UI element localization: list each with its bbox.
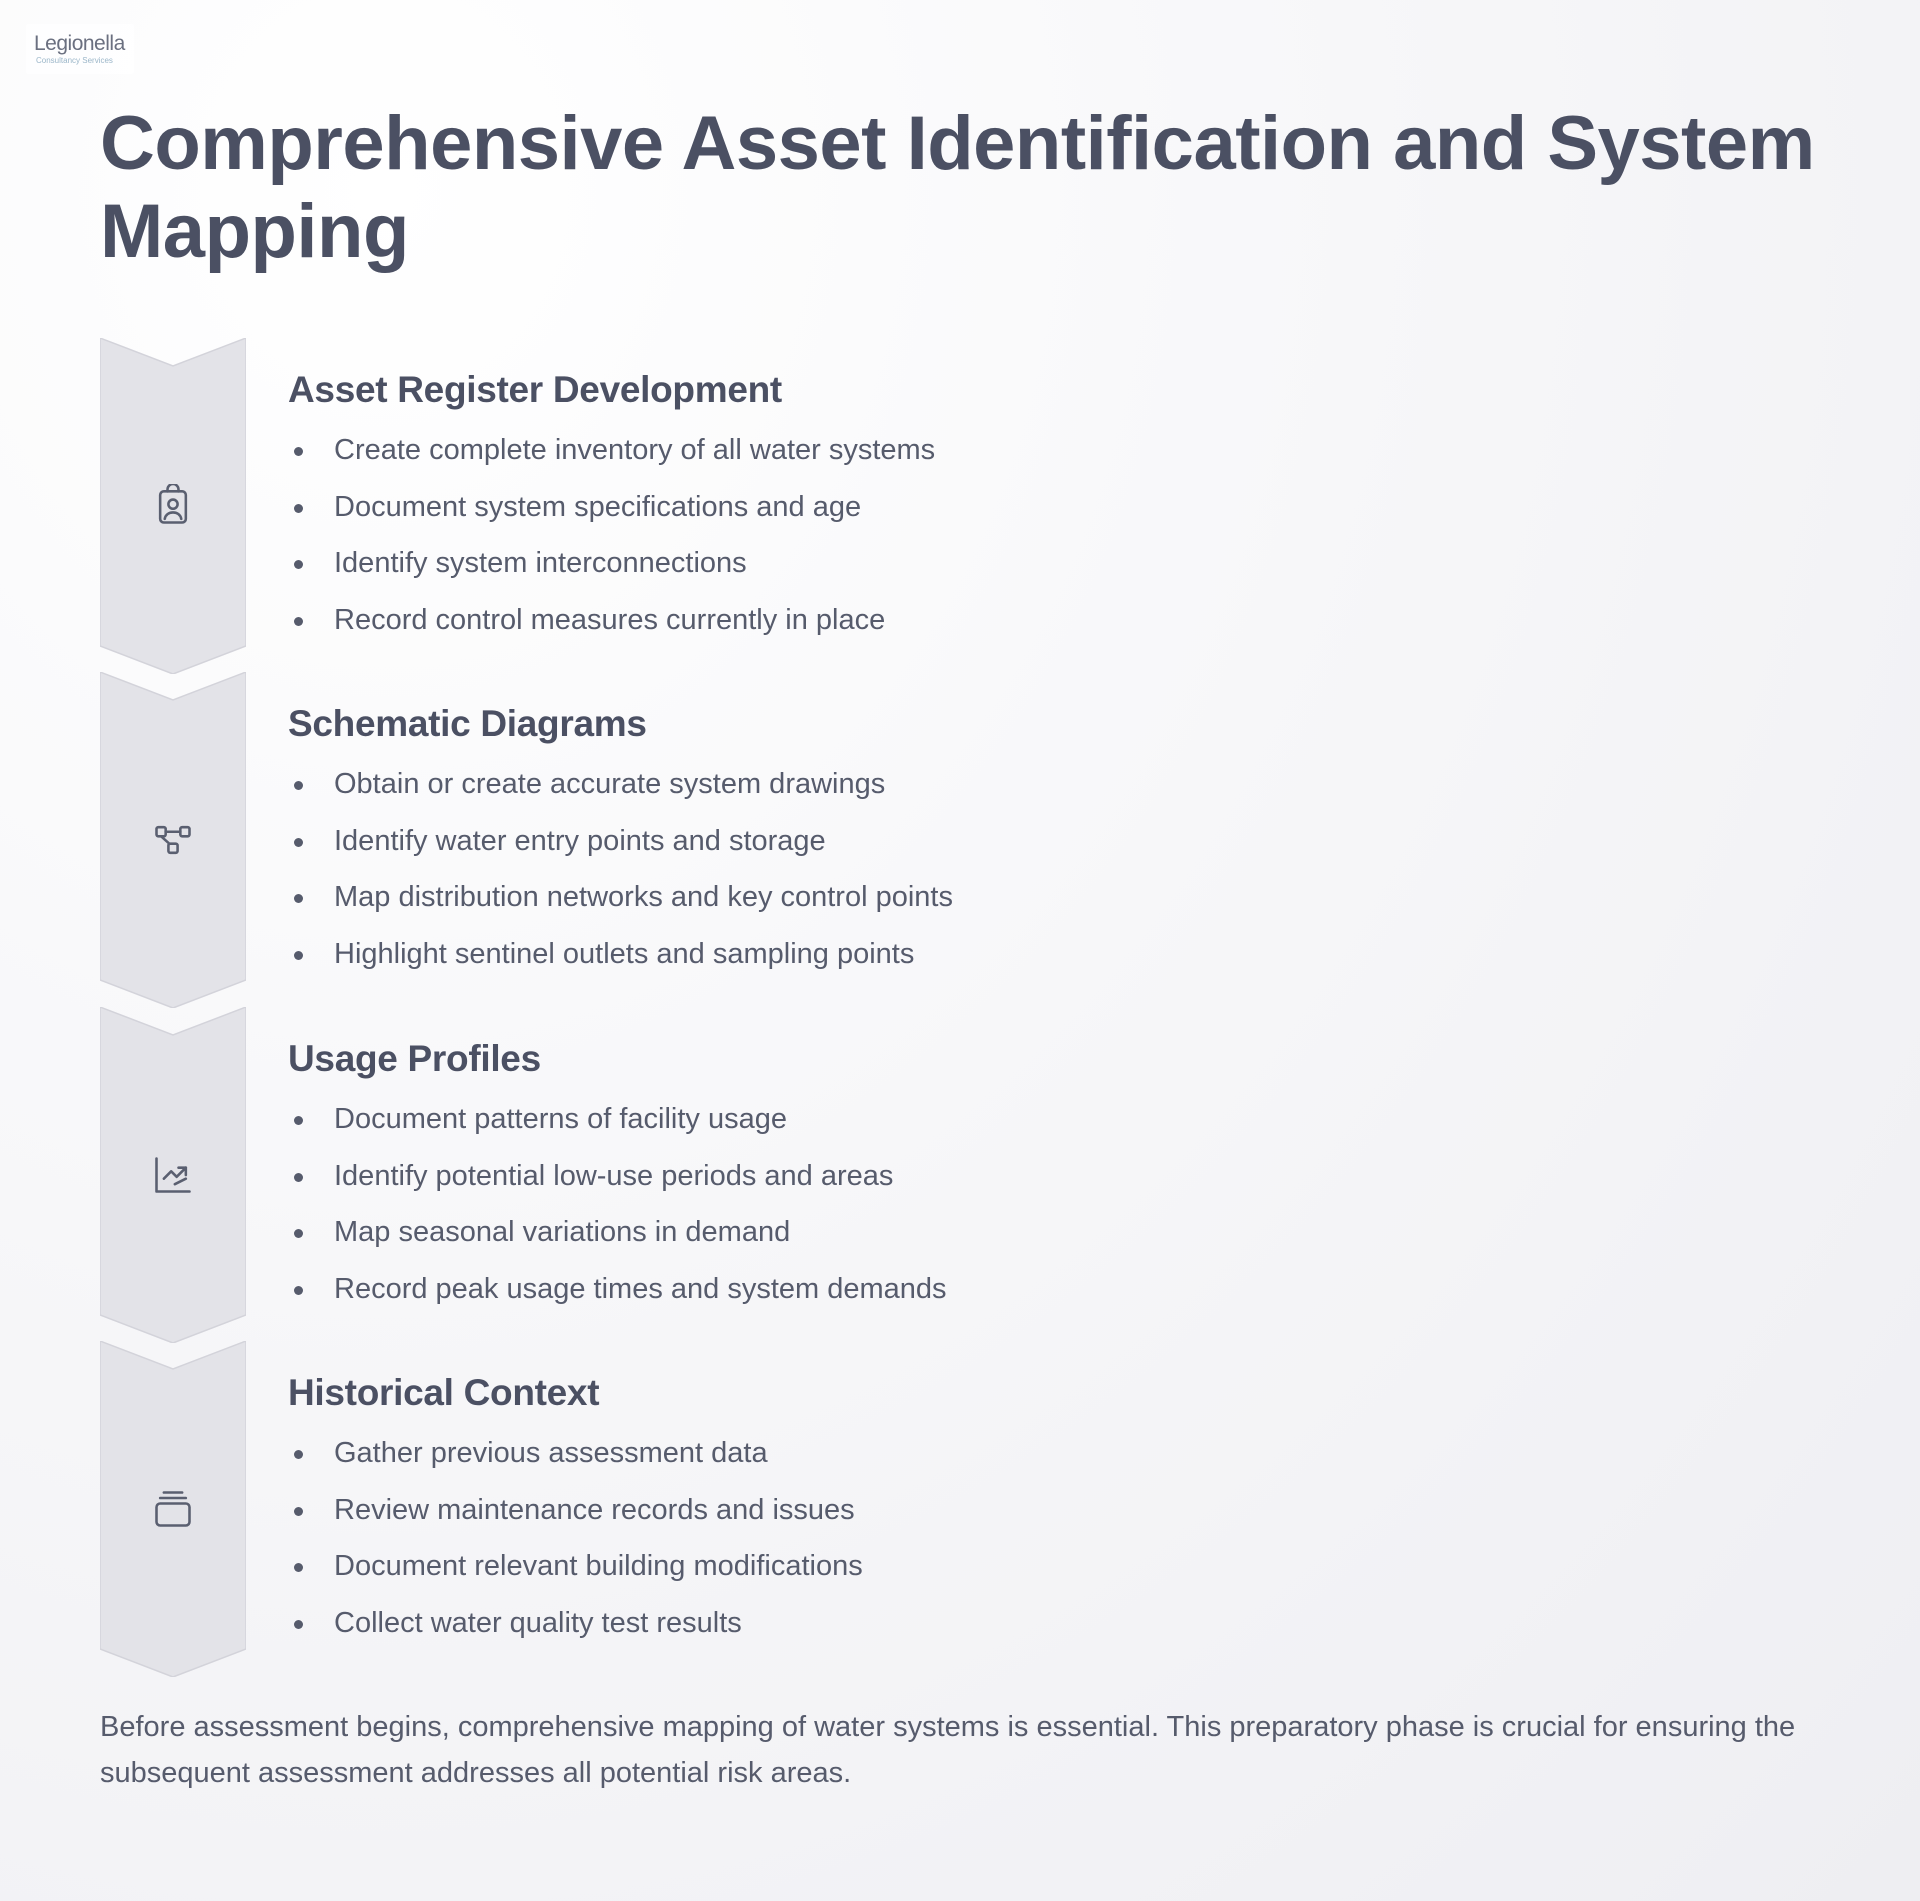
list-item: Gather previous assessment data	[288, 1425, 1788, 1482]
step-chevron	[100, 672, 246, 1008]
step-historical-context	[100, 1341, 1820, 1677]
step-usage-profiles	[100, 1007, 1820, 1343]
logo-wordmark: Legionella	[34, 32, 125, 55]
step-content	[288, 1037, 1788, 1317]
step-asset-register	[100, 338, 1820, 674]
network-diagram-icon	[151, 818, 195, 862]
list-item: Record peak usage times and system demands	[288, 1261, 1788, 1318]
logo-tagline: Consultancy Services	[36, 56, 113, 65]
list-item: Document relevant building modifications	[288, 1538, 1788, 1595]
list-item: Review maintenance records and issues	[288, 1482, 1788, 1539]
step-heading: Asset Register Development	[288, 369, 782, 410]
archive-stack-icon	[151, 1487, 195, 1531]
step-heading: Historical Context	[288, 1372, 600, 1413]
list-item: Map distribution networks and key control points	[288, 869, 1788, 926]
step-chevron	[100, 338, 246, 674]
step-heading: Usage Profiles	[288, 1038, 541, 1079]
company-logo	[26, 24, 134, 74]
chart-trend-icon	[151, 1153, 195, 1197]
step-chevron	[100, 1007, 246, 1343]
step-bullet-list	[288, 1425, 1788, 1651]
step-chevron	[100, 1341, 246, 1677]
step-heading: Schematic Diagrams	[288, 703, 647, 744]
step-bullet-list	[288, 756, 1788, 982]
list-item: Highlight sentinel outlets and sampling points	[288, 926, 1788, 983]
list-item: Obtain or create accurate system drawings	[288, 756, 1788, 813]
list-item: Record control measures currently in place	[288, 592, 1788, 649]
list-item: Collect water quality test results	[288, 1595, 1788, 1652]
list-item: Identify potential low-use periods and areas	[288, 1148, 1788, 1205]
list-item: Document patterns of facility usage	[288, 1091, 1788, 1148]
list-item: Create complete inventory of all water systems	[288, 422, 1788, 479]
step-bullet-list	[288, 1091, 1788, 1317]
step-content	[288, 1371, 1788, 1651]
step-bullet-list	[288, 422, 1788, 648]
list-item: Document system specifications and age	[288, 479, 1788, 536]
list-item: Map seasonal variations in demand	[288, 1204, 1788, 1261]
page-title: Comprehensive Asset Identification and System Mapping	[100, 101, 1815, 274]
step-content	[288, 702, 1788, 982]
step-content	[288, 368, 1788, 648]
step-schematic-diagrams	[100, 672, 1820, 1008]
intro-paragraph: Before assessment begins, comprehensive mapping of water systems is essential. This preparatory phase is crucial for ensuring the subsequent assessment addresses all potential risk areas.	[100, 1711, 1796, 1789]
list-item: Identify water entry points and storage	[288, 813, 1788, 870]
clipboard-user-icon	[151, 484, 195, 528]
list-item: Identify system interconnections	[288, 535, 1788, 592]
